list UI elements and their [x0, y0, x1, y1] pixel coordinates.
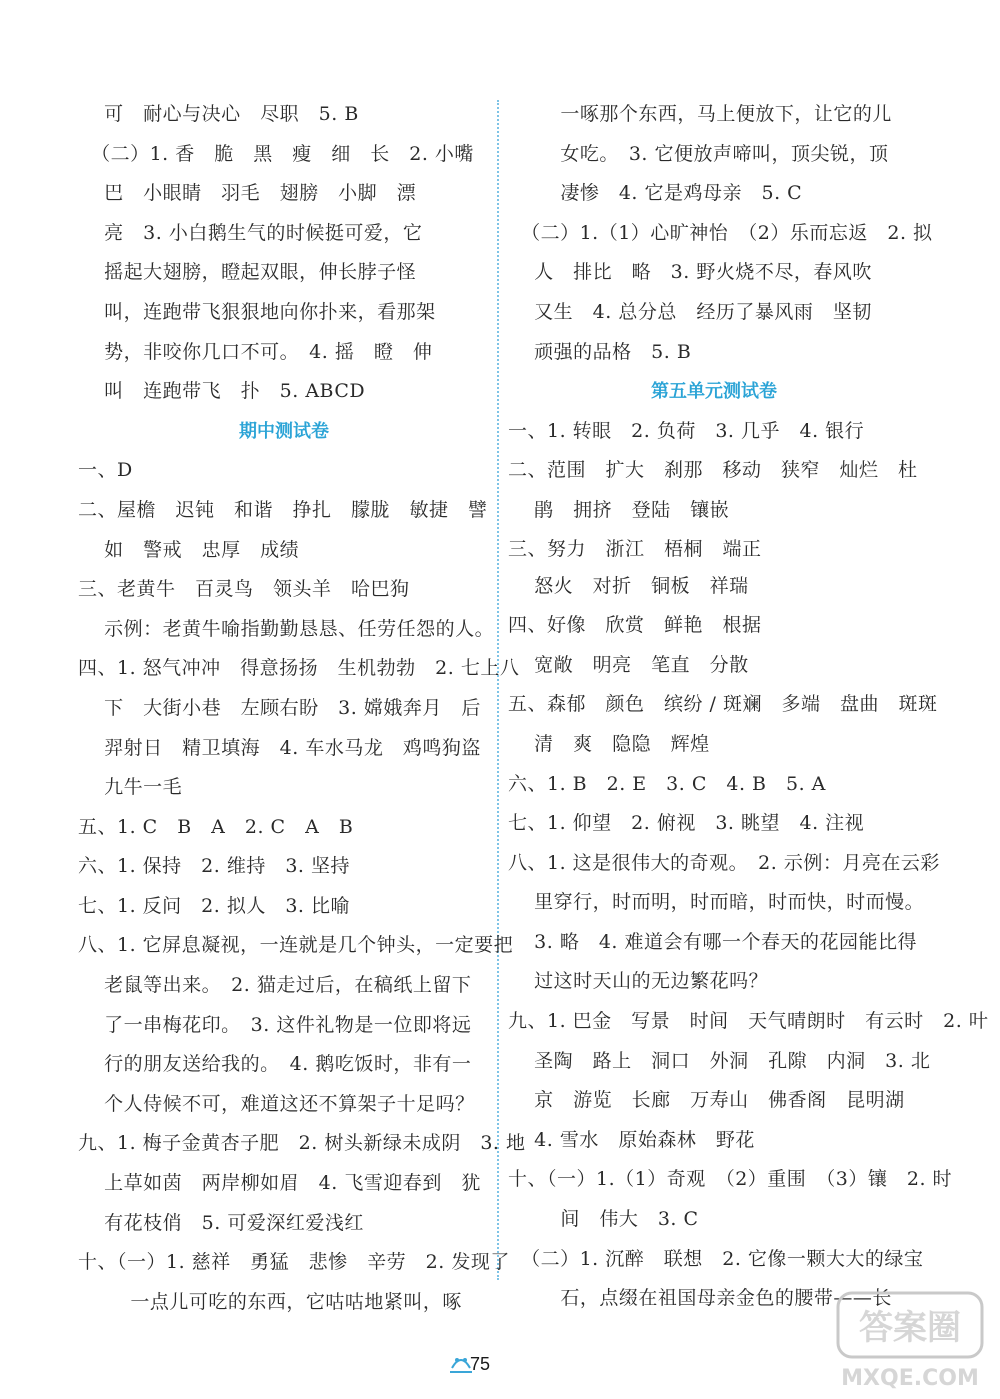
answer-line: 怒火 对折 铜板 祥瑞	[508, 574, 749, 597]
answer-line: 八、1. 这是很伟大的奇观。 2. 示例：月亮在云彩	[508, 851, 940, 874]
answer-line: 七、1. 仰望 2. 俯视 3. 眺望 4. 注视	[508, 812, 865, 835]
answer-line: 清 爽 隐隐 辉煌	[508, 732, 710, 755]
answer-line: （二）1. 香 脆 黑 瘦 细 长 2. 小嘴	[78, 142, 474, 165]
answer-line: 五、森郁 颜色 缤纷 / 斑斓 多端 盘曲 斑斑	[508, 693, 938, 716]
answer-line: 示例：老黄牛喻指勤勤恳恳、任劳任怨的人。	[78, 617, 495, 640]
section-heading: 第五单元测试卷	[651, 381, 777, 403]
answer-line: 三、老黄牛 百灵鸟 领头羊 哈巴狗	[78, 578, 410, 601]
answer-line: 一、D	[78, 459, 133, 482]
answer-line: 个人侍候不可，难道这还不算架子十足吗？	[78, 1092, 475, 1115]
answer-line: 七、1. 反问 2. 拟人 3. 比喻	[78, 894, 351, 917]
answer-line: 九牛一毛	[78, 776, 183, 799]
answer-line: 间 伟大 3. C	[508, 1208, 699, 1231]
answer-line: 四、好像 欣赏 鲜艳 根据	[508, 614, 762, 637]
answer-line: 可 耐心与决心 尽职 5. B	[78, 103, 359, 125]
answer-line: 十、（一）1. 慈祥 勇猛 悲惨 辛劳 2. 发现了	[78, 1251, 510, 1274]
answer-line: 3. 略 4. 难道会有哪一个春天的花园能比得	[508, 930, 917, 953]
answer-line: 一点儿可吃的东西，它咕咕地紧叫，啄	[78, 1290, 462, 1313]
answer-line: 叫 连跑带飞 扑 5. ABCD	[78, 380, 366, 403]
answer-line: 4. 雪水 原始森林 野花	[508, 1128, 755, 1151]
answer-line: 圣陶 路上 洞口 外洞 孔隙 内洞 3. 北	[508, 1049, 931, 1072]
answer-line: 里穿行，时而明，时而暗，时而快，时而慢。	[508, 891, 925, 914]
answer-line: 下 大街小巷 左顾右盼 3. 嫦娥奔月 后	[78, 696, 481, 719]
answer-line: 三、努力 浙江 梧桐 端正	[508, 537, 762, 560]
answer-line: 人 排比 略 3. 野火烧不尽，春风吹	[508, 261, 872, 284]
answer-line: 八、1. 它屏息凝视，一连就是几个钟头，一定要把	[78, 934, 514, 957]
answer-line: 京 游览 长廊 万寿山 佛香阁 昆明湖	[508, 1089, 905, 1112]
answer-line: 行的朋友送给我的。 4. 鹅吃饭时，非有一	[78, 1053, 472, 1076]
page-number: 75	[470, 1354, 491, 1374]
answer-line: 叫，连跑带飞狠狠地向你扑来，看那架	[78, 300, 436, 323]
answer-line: 顽强的品格 5. B	[508, 340, 692, 363]
answer-line: 势，非咬你几口不可。 4. 摇 瞪 伸	[78, 340, 433, 363]
answer-line: 六、1. B 2. E 3. C 4. B 5. A	[508, 772, 826, 795]
answer-line: 石，点缀在祖国母亲金色的腰带——长	[508, 1287, 892, 1310]
watermark-title: 答案圈	[859, 1308, 961, 1348]
answer-line: 六、1. 保持 2. 维持 3. 坚持	[78, 855, 351, 878]
answer-line: 如 警戒 忠厚 成绩	[78, 538, 300, 561]
answer-line: 老鼠等出来。 2. 猫走过后，在稿纸上留下	[78, 974, 472, 997]
answer-line: 二、屋檐 迟钝 和谐 挣扎 朦胧 敏捷 譬	[78, 498, 488, 521]
answer-line: 凄惨 4. 它是鸡母亲 5. C	[508, 182, 803, 205]
answer-line: 四、1. 怒气冲冲 得意扬扬 生机勃勃 2. 七上八	[78, 657, 520, 680]
section-heading: 期中测试卷	[239, 420, 329, 442]
answer-line: 有花枝俏 5. 可爱深红爱浅红	[78, 1211, 364, 1234]
answer-line: 二、范围 扩大 刹那 移动 狭窄 灿烂 杜	[508, 459, 918, 482]
left-column	[78, 95, 526, 1322]
answer-line: 九、1. 巴金 写景 时间 天气晴朗时 有云时 2. 叶	[508, 1010, 989, 1033]
right-column	[508, 95, 989, 1319]
watermark-logo	[830, 1285, 990, 1393]
answer-line: （二）1.（1）心旷神怡 （2）乐而忘返 2. 拟	[508, 221, 933, 244]
answer-line: 十、（一）1.（1）奇观 （2）重围 （3）镶 2. 时	[508, 1168, 953, 1191]
answer-line: 又生 4. 总分总 经历了暴风雨 坚韧	[508, 300, 872, 323]
answer-line: 一、1. 转眼 2. 负荷 3. 几乎 4. 银行	[508, 419, 865, 442]
answer-line: 上草如茵 两岸柳如眉 4. 飞雪迎春到 犹	[78, 1172, 481, 1195]
answer-line: 巴 小眼睛 羽毛 翅膀 小脚 漂	[78, 182, 417, 205]
answer-line: 亮 3. 小白鹅生气的时候挺可爱，它	[78, 221, 423, 244]
answer-line: 五、1. C B A 2. C A B	[78, 815, 354, 838]
answer-line: 鹃 拥挤 登陆 镶嵌	[508, 498, 730, 521]
column-divider	[497, 100, 499, 1280]
answer-line: 过这时天山的无边繁花吗？	[508, 970, 769, 993]
answer-line: 女吃。 3. 它便放声啼叫，顶尖锐，顶	[508, 142, 889, 165]
answer-line: （二）1. 沉醉 联想 2. 它像一颗大大的绿宝	[508, 1247, 924, 1270]
watermark-url: MXQE.COM	[841, 1366, 979, 1391]
answer-line: 摇起大翅膀，瞪起双眼，伸长脖子怪	[78, 261, 417, 284]
answer-line: 一啄那个东西，马上便放下，让它的儿	[508, 103, 892, 125]
answer-line: 羿射日 精卫填海 4. 车水马龙 鸡鸣狗盗	[78, 736, 481, 759]
answer-line: 宽敞 明亮 笔直 分散	[508, 653, 749, 676]
answer-line: 了一串梅花印。 3. 这件礼物是一位即将远	[78, 1013, 472, 1036]
answer-line: 九、1. 梅子金黄杏子肥 2. 树头新绿未成阴 3. 地	[78, 1132, 526, 1155]
